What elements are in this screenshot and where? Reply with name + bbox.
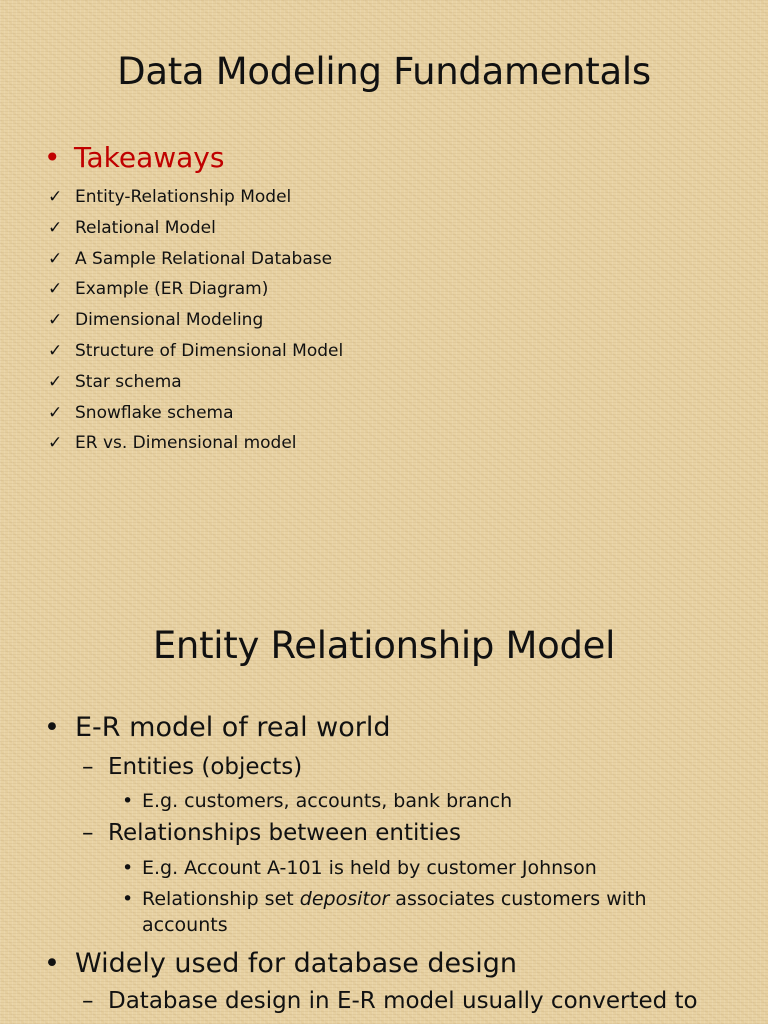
checkmark-icon: ✓ <box>48 310 63 331</box>
detail-text-suffix: associates customers with <box>389 888 647 910</box>
checklist-item <box>48 215 343 246</box>
bullet-text: E-R model of real world <box>75 712 391 743</box>
sub-bullet-text: Relationships between entities <box>108 820 461 846</box>
checklist-item <box>48 184 343 215</box>
checklist-item-label: Entity-Relationship Model <box>75 187 292 207</box>
dash-icon: – <box>82 988 94 1014</box>
checklist-item-label: Relational Model <box>75 217 216 238</box>
bullet-er-model <box>44 712 391 743</box>
detail-relationship-set <box>122 888 647 910</box>
takeaways-checklist <box>48 184 343 461</box>
checklist-item <box>48 338 343 369</box>
checklist-item <box>48 246 343 277</box>
checklist-item-label: Snowflake schema <box>75 402 234 423</box>
detail-text-italic: depositor <box>299 888 390 910</box>
bullet-database-design <box>44 948 517 979</box>
slide-title: Data Modeling Fundamentals <box>117 50 651 93</box>
checklist-item <box>48 369 343 400</box>
checkmark-icon: ✓ <box>48 371 63 392</box>
checkmark-icon: ✓ <box>48 217 63 238</box>
detail-text: E.g. Account A-101 is held by customer Johnson <box>142 857 597 879</box>
detail-entities-example <box>122 790 512 812</box>
checkmark-icon: ✓ <box>48 187 63 207</box>
sub-bullet-conversion <box>82 988 698 1014</box>
checklist-item <box>48 430 343 461</box>
checklist-item-label: Structure of Dimensional Model <box>75 340 344 361</box>
checklist-item-label: ER vs. Dimensional model <box>75 433 297 454</box>
detail-relationship-set-continued <box>142 914 228 936</box>
checklist-item-label: Star schema <box>75 371 182 392</box>
slide-entity-relationship-model <box>0 596 768 1024</box>
checklist-item-label: Dimensional Modeling <box>75 310 264 331</box>
checklist-item <box>48 400 343 431</box>
dash-icon: – <box>82 754 94 780</box>
takeaways-label: Takeaways <box>74 141 225 174</box>
dash-icon: – <box>82 820 94 846</box>
checkmark-icon: ✓ <box>48 402 63 423</box>
bullet-text: Widely used for database design <box>75 948 517 979</box>
sub-bullet-entities <box>82 754 302 780</box>
detail-text: E.g. customers, accounts, bank branch <box>142 790 513 812</box>
bullet-icon: • <box>122 857 134 879</box>
sub-bullet-relationships <box>82 820 461 846</box>
bullet-icon: • <box>44 141 61 174</box>
checkmark-icon: ✓ <box>48 279 63 300</box>
bullet-icon: • <box>122 790 134 812</box>
checkmark-icon: ✓ <box>48 433 63 454</box>
bullet-icon: • <box>44 712 60 743</box>
detail-text-prefix: Relationship set <box>142 888 300 910</box>
checklist-item-label: Example (ER Diagram) <box>75 279 269 300</box>
detail-relationship-example <box>122 857 597 879</box>
bullet-icon: • <box>44 948 60 979</box>
sub-bullet-text: Database design in E-R model usually converted to <box>108 988 698 1014</box>
checkmark-icon: ✓ <box>48 340 63 361</box>
bullet-icon: • <box>122 888 134 910</box>
checkmark-icon: ✓ <box>48 248 63 269</box>
checklist-item <box>48 276 343 307</box>
slide-title: Entity Relationship Model <box>152 624 616 667</box>
sub-bullet-text: Entities (objects) <box>108 754 303 780</box>
checklist-item <box>48 307 343 338</box>
checklist-item-label: A Sample Relational Database <box>75 248 333 269</box>
takeaways-heading <box>44 141 224 174</box>
detail-text: accounts <box>142 914 228 936</box>
